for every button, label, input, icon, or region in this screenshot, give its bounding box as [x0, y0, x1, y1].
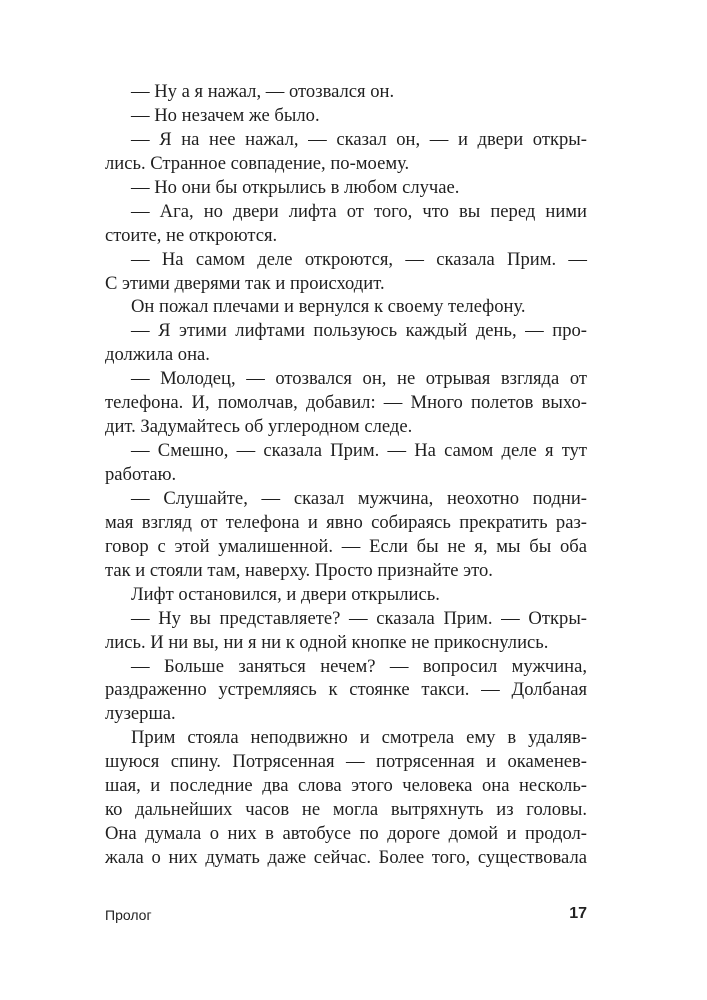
text-line: телефона. И, помолчав, добавил: — Много полетов выхо- — [105, 392, 587, 414]
text-line: лись. Странное совпадение, по-моему. — [105, 152, 410, 174]
text-line: Она думала о них в автобусе по дороге домой и продол- — [105, 823, 587, 845]
text-line: мая взгляд от телефона и явно собираясь прекратить раз- — [105, 511, 587, 533]
text-line: работаю. — [105, 464, 177, 485]
text-line: — Больше заняться нечем? — вопросил мужчина, — [131, 655, 587, 677]
text-line: — Смешно, — сказала Прим. — На самом деле я тут — [131, 440, 587, 462]
text-line: — Я на нее нажал, — сказал он, — и двери откры- — [131, 128, 587, 150]
body-text — [105, 80, 587, 870]
text-line: Он пожал плечами и вернулся к своему телефону. — [131, 296, 526, 318]
text-line: — На самом деле откроются, — сказала Прим. — — [131, 248, 587, 270]
text-line: лись. И ни вы, ни я ни к одной кнопке не прикоснулись. — [105, 631, 549, 653]
running-footer-chapter: Пролог — [105, 907, 152, 923]
text-line: так и стояли там, наверху. Просто признайте это. — [105, 559, 493, 581]
text-line: стоите, не откроются. — [105, 224, 278, 246]
text-line: С этими дверями так и происходит. — [105, 272, 385, 294]
text-line: — Но незачем же было. — [131, 104, 320, 126]
text-line: — Слушайте, — сказал мужчина, неохотно подни- — [131, 487, 587, 509]
text-line: дит. Задумайтесь об углеродном следе. — [105, 416, 413, 438]
text-line: говор с этой умалишенной. — Если бы не я, мы бы оба — [105, 535, 587, 557]
text-line: шуюся спину. Потрясенная — потрясенная и окаменев- — [105, 751, 587, 773]
text-line: должила она. — [105, 344, 210, 366]
text-line: ко дальнейших часов не могла вытряхнуть из головы. — [105, 799, 587, 821]
text-line: — Я этими лифтами пользуюсь каждый день, — про- — [131, 320, 587, 342]
text-line: — Ну а я нажал, — отозвался он. — [131, 81, 395, 102]
text-line: — Ну вы представляете? — сказала Прим. — Откры- — [131, 607, 587, 629]
text-line: Прим стояла неподвижно и смотрела ему в удаляв- — [131, 727, 587, 749]
text-line: лузерша. — [105, 703, 176, 725]
text-line: раздраженно устремляясь к стоянке такси. — Долбаная — [105, 679, 587, 701]
text-line: Лифт остановился, и двери открылись. — [131, 583, 440, 605]
text-line: шая, и последние два слова этого человека она несколь- — [105, 775, 587, 797]
text-line: — Молодец, — отозвался он, не отрывая взгляда от — [131, 368, 587, 390]
text-line: жала о них думать даже сейчас. Более того, существовала — [105, 847, 587, 868]
text-line: — Ага, но двери лифта от того, что вы перед ними — [131, 200, 587, 222]
page-number: 17 — [569, 905, 587, 922]
text-line: — Но они бы открылись в любом случае. — [131, 176, 460, 198]
